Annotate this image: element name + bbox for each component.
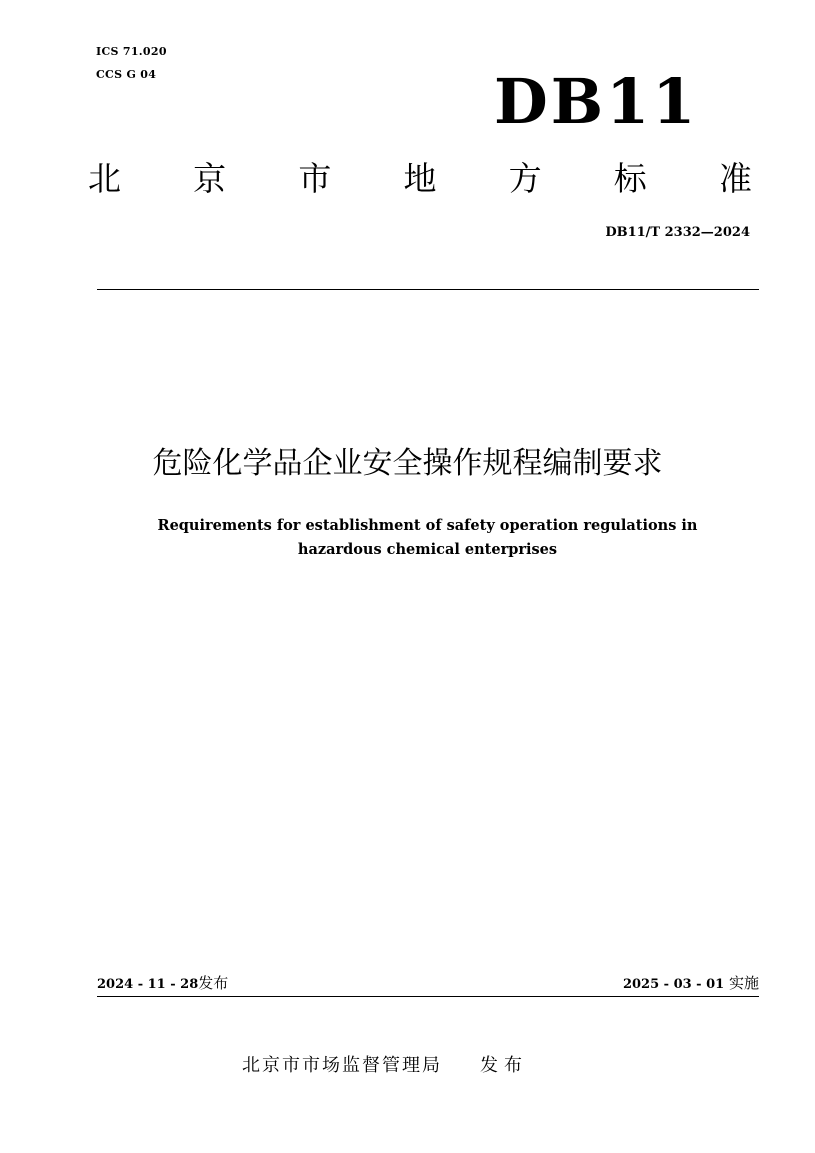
- standard-type-char: 京: [193, 159, 227, 198]
- ics-code: ICS 71.020: [96, 45, 167, 58]
- publish-label: 发布: [480, 1055, 528, 1076]
- top-divider: [97, 289, 759, 290]
- standard-number: DB11/T 2332—2024: [605, 225, 750, 240]
- db11-logo: DB11: [494, 65, 699, 138]
- issue-date-block: [97, 972, 228, 996]
- implement-date: 2025 - 03 - 01: [622, 977, 725, 992]
- standard-type-char: 市: [298, 159, 332, 198]
- english-title-line: Requirements for establishment of safety operation regulations in: [157, 517, 698, 534]
- issuer-name: 北京市市场监督管理局: [242, 1055, 442, 1076]
- implement-label: 实施: [728, 974, 759, 992]
- issue-label: 发布: [198, 974, 229, 992]
- implement-date-block: [500, 972, 759, 996]
- standard-type-char: 北: [88, 159, 121, 198]
- standard-type-char: 方: [508, 159, 542, 198]
- standard-type: [88, 156, 752, 202]
- issue-date: 2024 - 11 - 28: [97, 977, 199, 992]
- standard-type-char: 标: [613, 159, 647, 198]
- english-title-line: hazardous chemical enterprises: [297, 541, 558, 558]
- english-title: [80, 514, 775, 562]
- standard-type-char: 地: [403, 159, 437, 198]
- classification-codes: [96, 40, 167, 86]
- chinese-title: 危险化学品企业安全操作规程编制要求: [152, 446, 663, 481]
- ccs-code: CCS G 04: [96, 68, 157, 81]
- issuer-block: [242, 1052, 528, 1080]
- standard-type-char: 准: [718, 159, 752, 198]
- bottom-divider: [97, 996, 759, 997]
